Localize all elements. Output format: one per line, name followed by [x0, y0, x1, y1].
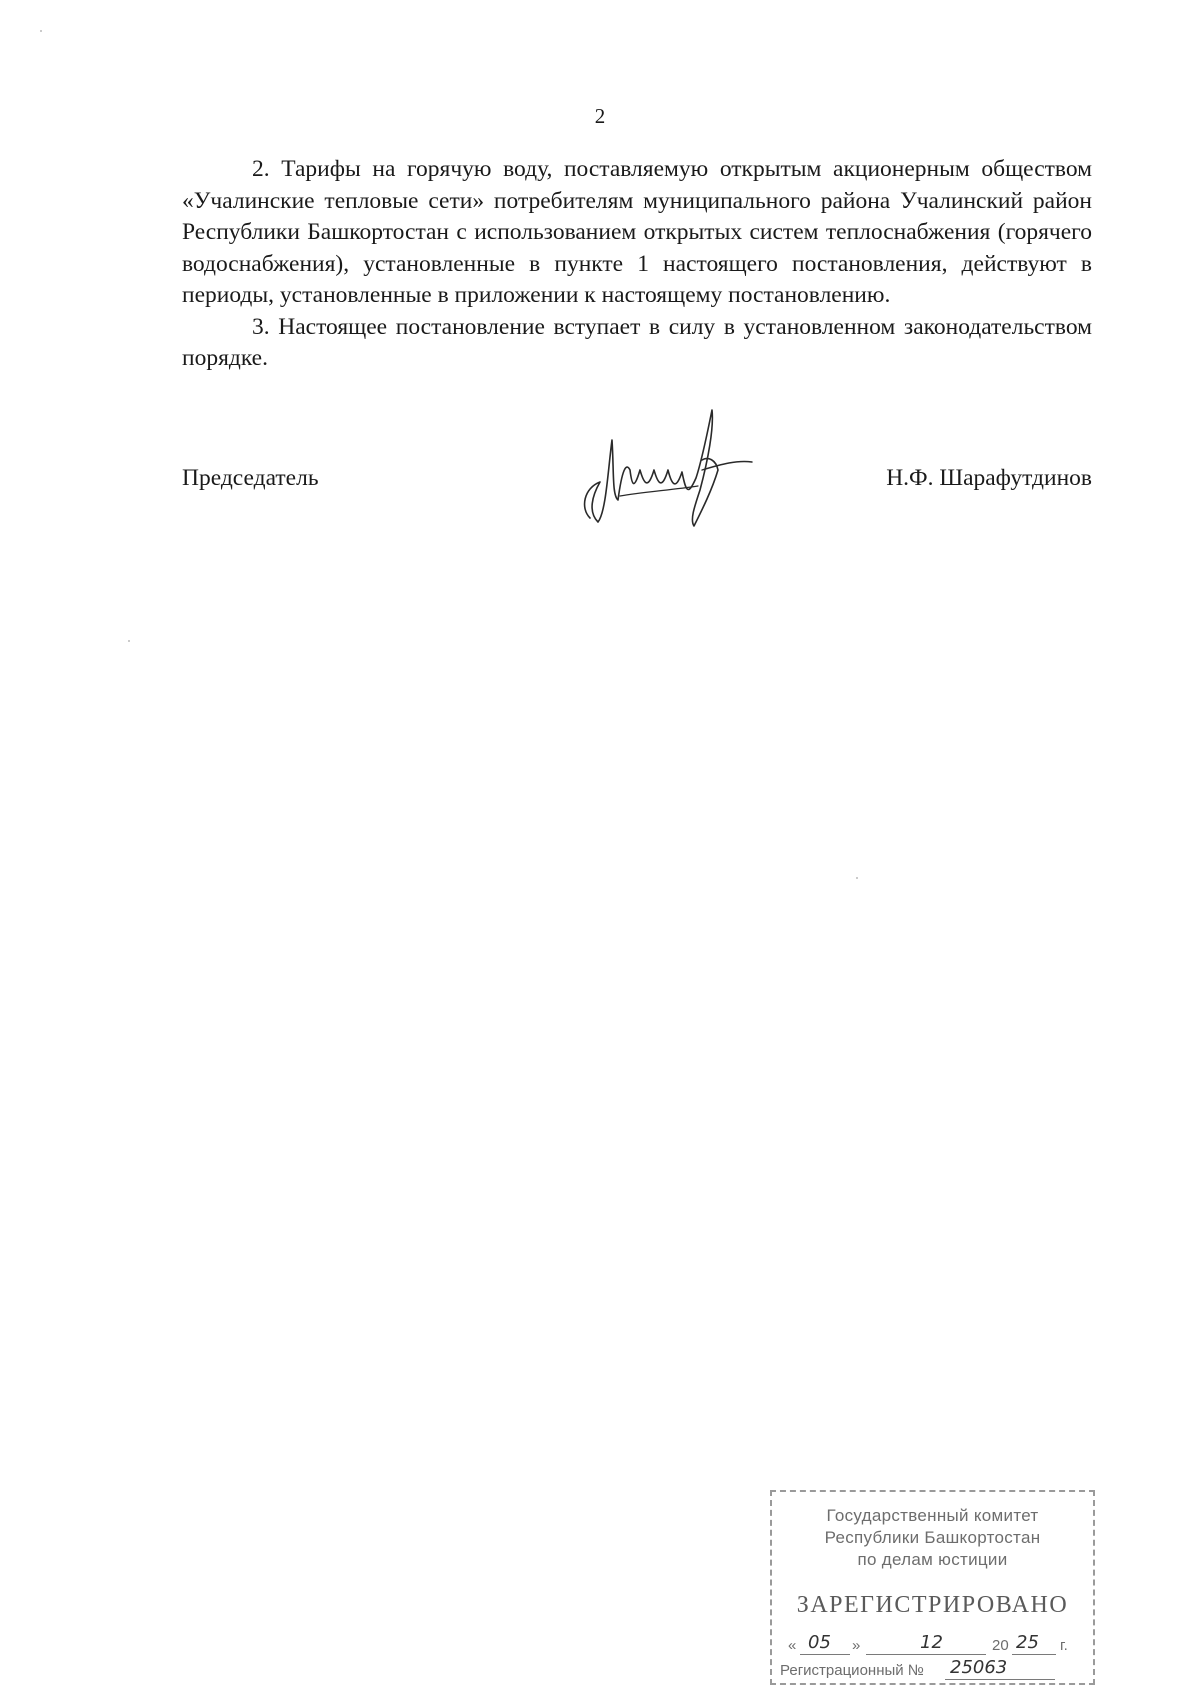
signature-block — [182, 400, 1092, 540]
scan-speck — [856, 877, 858, 879]
stamp-year-suffix: г. — [1060, 1637, 1068, 1654]
stamp-month: 12 — [920, 1632, 943, 1653]
page-number: 2 — [594, 104, 606, 128]
stamp-reg-underline — [945, 1679, 1055, 1680]
stamp-open-quote: « — [788, 1637, 797, 1654]
stamp-century: 20 — [992, 1637, 1009, 1654]
scan-speck — [40, 30, 42, 32]
paragraph-2: 2. Тарифы на горячую воду, поставляемую открытым акционерным обществом «Учалинские тепловые сети» потребителям муниципального района Учалинский район Республики Башкортостан с использованием открытых систем теплоснабжения (горячего водоснабжения), установленные в пункте 1 настоящего постановления, действуют в периоды, установленные в приложении к настоящему постановлению. — [182, 156, 1092, 308]
stamp-reg-value: 25063 — [950, 1657, 1008, 1678]
signatory-name: Н.Ф. Шарафутдинов — [886, 465, 1092, 491]
stamp-agency-line-3: по делам юстиции — [857, 1550, 1008, 1569]
stamp-day-underline — [800, 1654, 850, 1655]
paragraph-3: 3. Настоящее постановление вступает в силу в установленном законодательством порядке. — [182, 313, 1092, 371]
stamp-year-underline — [1012, 1654, 1056, 1655]
stamp-registered-label: ЗАРЕГИСТРИРОВАНО — [796, 1592, 1069, 1618]
stamp-agency-line-2: Республики Башкортостан — [824, 1528, 1041, 1547]
stamp-registration-number — [780, 1657, 1083, 1684]
stamp-year: 25 — [1016, 1632, 1039, 1653]
stamp-reg-label: Регистрационный № — [780, 1662, 924, 1679]
stamp-agency-line-1: Государственный комитет — [826, 1506, 1039, 1525]
scan-speck — [128, 640, 130, 642]
stamp-date — [788, 1634, 1083, 1660]
signatory-title: Председатель — [182, 465, 319, 491]
registration-stamp — [770, 1490, 1095, 1685]
stamp-close-quote: » — [852, 1637, 861, 1654]
stamp-month-underline — [866, 1654, 986, 1655]
document-body — [182, 154, 1092, 375]
handwritten-signature — [562, 400, 762, 530]
stamp-day: 05 — [808, 1632, 831, 1653]
